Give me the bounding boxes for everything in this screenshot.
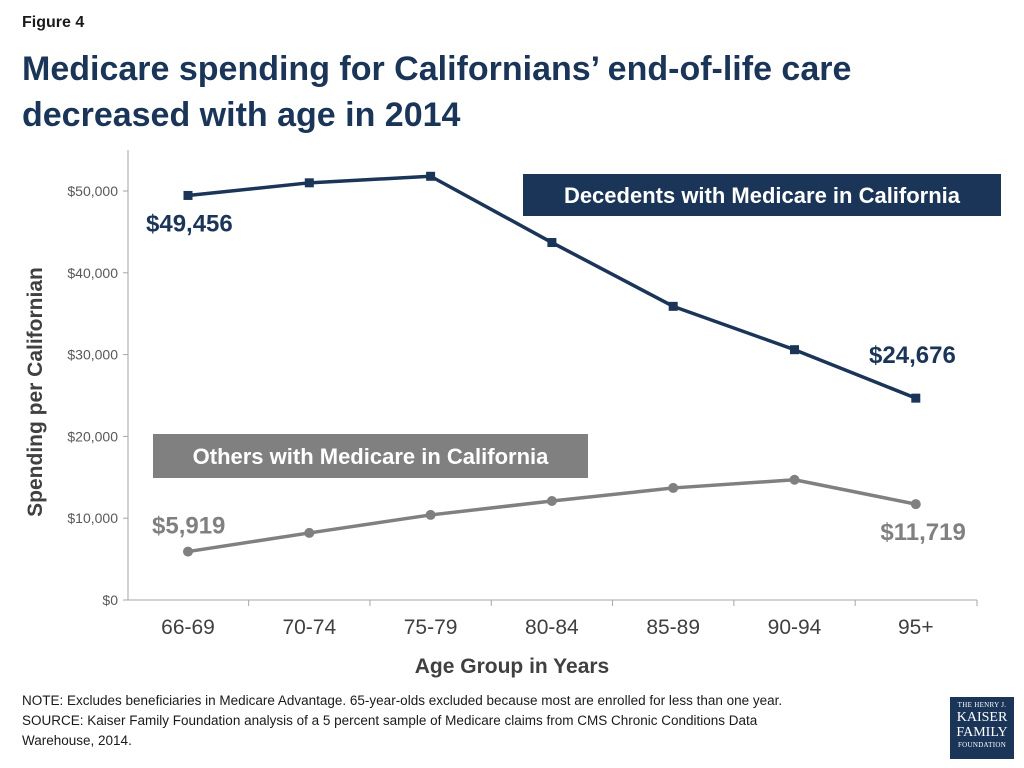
figure-label: Figure 4 — [22, 14, 85, 31]
x-tick-label: 80-84 — [525, 616, 579, 639]
data-label: $49,456 — [146, 210, 233, 238]
x-tick-label: 66-69 — [161, 616, 215, 639]
y-tick-label: $30,000 — [67, 346, 118, 363]
x-tick-label: 70-74 — [282, 616, 337, 639]
x-tick-label: 90-94 — [767, 616, 822, 639]
logo-line4: FOUNDATION — [957, 741, 1007, 749]
source-text-cont: Warehouse, 2014. — [22, 733, 132, 748]
y-tick-label: $0 — [102, 592, 118, 608]
data-point-marker — [547, 496, 557, 506]
series-line-2 — [188, 480, 916, 552]
data-point-marker — [669, 302, 678, 311]
legend-label-1: Decedents with Medicare in California — [563, 183, 961, 208]
source-text: SOURCE: Kaiser Family Foundation analysis of a 5 percent sample of Medicare claims from CMS Chronic Conditions Data — [22, 713, 758, 728]
data-point-marker — [911, 394, 920, 403]
legend-label-2: Others with Medicare in California — [192, 444, 549, 469]
data-point-marker — [547, 238, 556, 247]
y-tick-label: $40,000 — [67, 264, 118, 281]
chart-title-line2: decreased with age in 2014 — [22, 96, 461, 134]
data-label: $11,719 — [880, 519, 966, 547]
y-tick-label: $20,000 — [67, 428, 118, 445]
logo-line1: THE HENRY J. — [957, 701, 1007, 709]
y-axis-label: Spending per Californian — [24, 267, 47, 517]
data-point-marker — [183, 547, 193, 557]
data-point-marker — [668, 483, 678, 493]
x-axis-label: Age Group in Years — [414, 655, 610, 678]
data-point-marker — [790, 345, 799, 354]
note-text: NOTE: Excludes beneficiaries in Medicare Advantage. 65-year-olds excluded because most are enrolled for less than one year. — [22, 693, 783, 708]
data-label: $5,919 — [152, 512, 226, 540]
data-label: $24,676 — [869, 342, 956, 370]
x-tick-label: 95+ — [897, 616, 934, 639]
data-point-marker — [304, 528, 314, 538]
data-point-marker — [911, 499, 921, 509]
x-tick-label: 85-89 — [646, 616, 701, 639]
data-point-marker — [184, 191, 193, 200]
data-point-marker — [426, 172, 435, 181]
logo-line2: KAISER — [956, 710, 1008, 725]
footnotes — [22, 691, 922, 751]
y-tick-label: $10,000 — [67, 510, 118, 527]
data-point-marker — [426, 510, 436, 520]
kff-logo — [950, 697, 1014, 759]
logo-line3: FAMILY — [956, 725, 1008, 740]
y-tick-label: $50,000 — [67, 183, 118, 199]
data-point-marker — [790, 475, 800, 485]
data-point-marker — [305, 178, 314, 187]
x-tick-label: 75-79 — [403, 616, 458, 639]
chart-title-line1: Medicare spending for Californians’ end-of-life care — [22, 50, 852, 88]
